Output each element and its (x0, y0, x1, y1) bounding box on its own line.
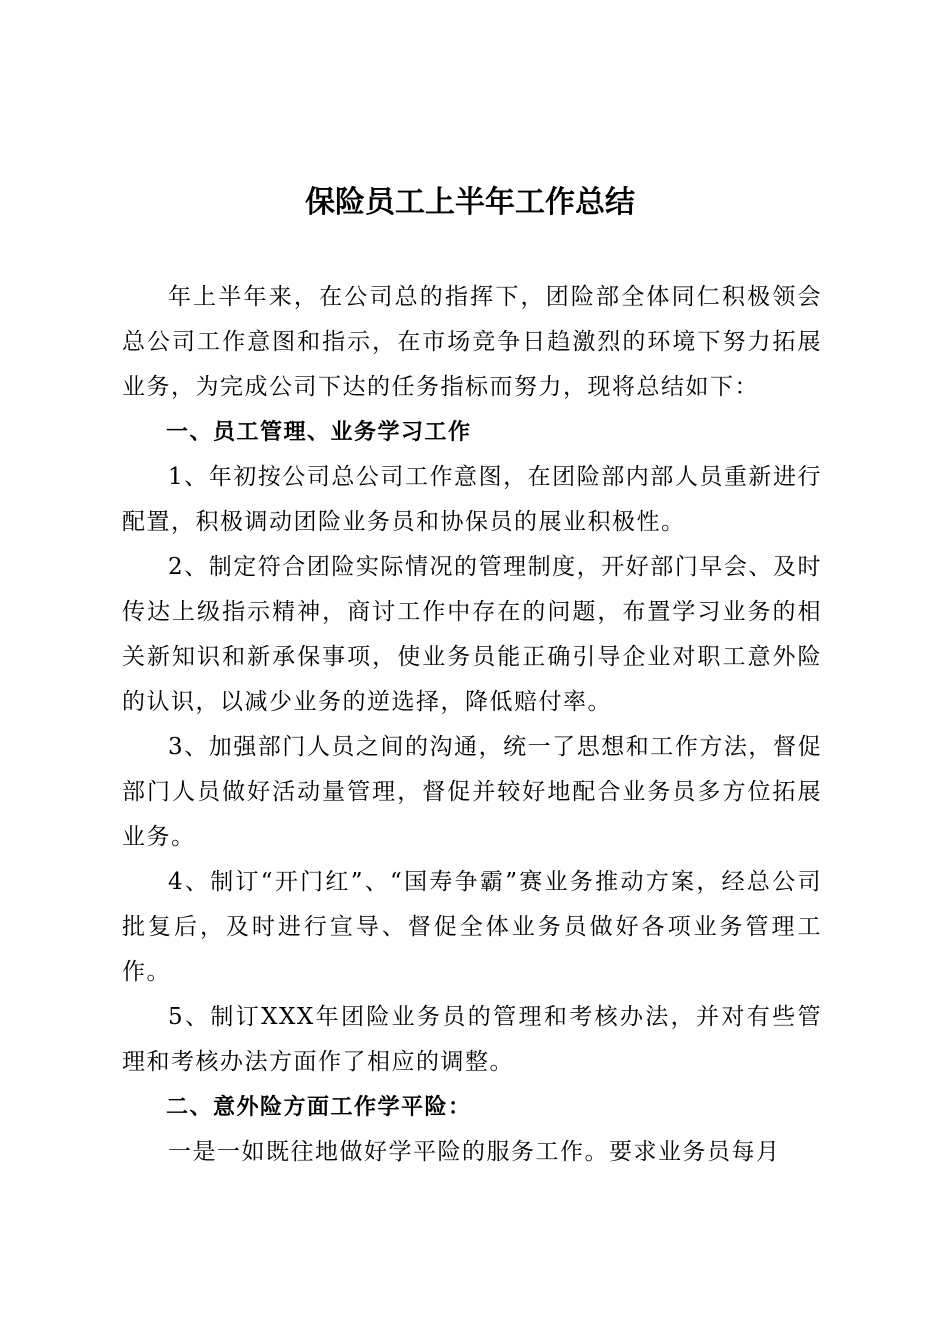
paragraph-item-3: 3、加强部门人员之间的沟通，统一了思想和工作方法，督促部门人员做好活动量管理，督促并较好地配合业务员多方位拓展业务。 (122, 734, 822, 850)
intro-paragraph: 年上半年来，在公司总的指挥下，团险部全体同仁积极领会总公司工作意图和指示，在市场竞争日趋激烈的环境下努力拓展业务，为完成公司下达的任务指标而努力，现将总结如下： (122, 284, 822, 400)
paragraph-item-4: 4、制订“开门红”、“国寿争霸”赛业务推动方案，经总公司批复后，及时进行宣导、督促全体业务员做好各项业务管理工作。 (122, 869, 822, 985)
section-heading-1: 一、员工管理、业务学习工作 (166, 420, 472, 445)
paragraph-item-2: 2、制定符合团险实际情况的管理制度，开好部门早会、及时传达上级指示精神，商讨工作中存在的问题，布置学习业务的相关新知识和新承保事项，使业务员能正确引导企业对职工意外险的认识，以减少业务的逆选择，降低赔付率。 (122, 554, 822, 715)
paragraph-item-6: 一是一如既往地做好学平险的服务工作。要求业务员每月 (168, 1139, 781, 1165)
paragraph-item-5: 5、制订XXX年团险业务员的管理和考核办法，并对有些管理和考核办法方面作了相应的调整。 (122, 1004, 822, 1075)
section-heading-2: 二、意外险方面工作学平险： (166, 1095, 472, 1120)
paragraph-item-1: 1、年初按公司总公司工作意图，在团险部内部人员重新进行配置，积极调动团险业务员和协保员的展业积极性。 (122, 464, 822, 535)
document-body (122, 275, 822, 1175)
document-title: 保险员工上半年工作总结 (305, 185, 635, 220)
